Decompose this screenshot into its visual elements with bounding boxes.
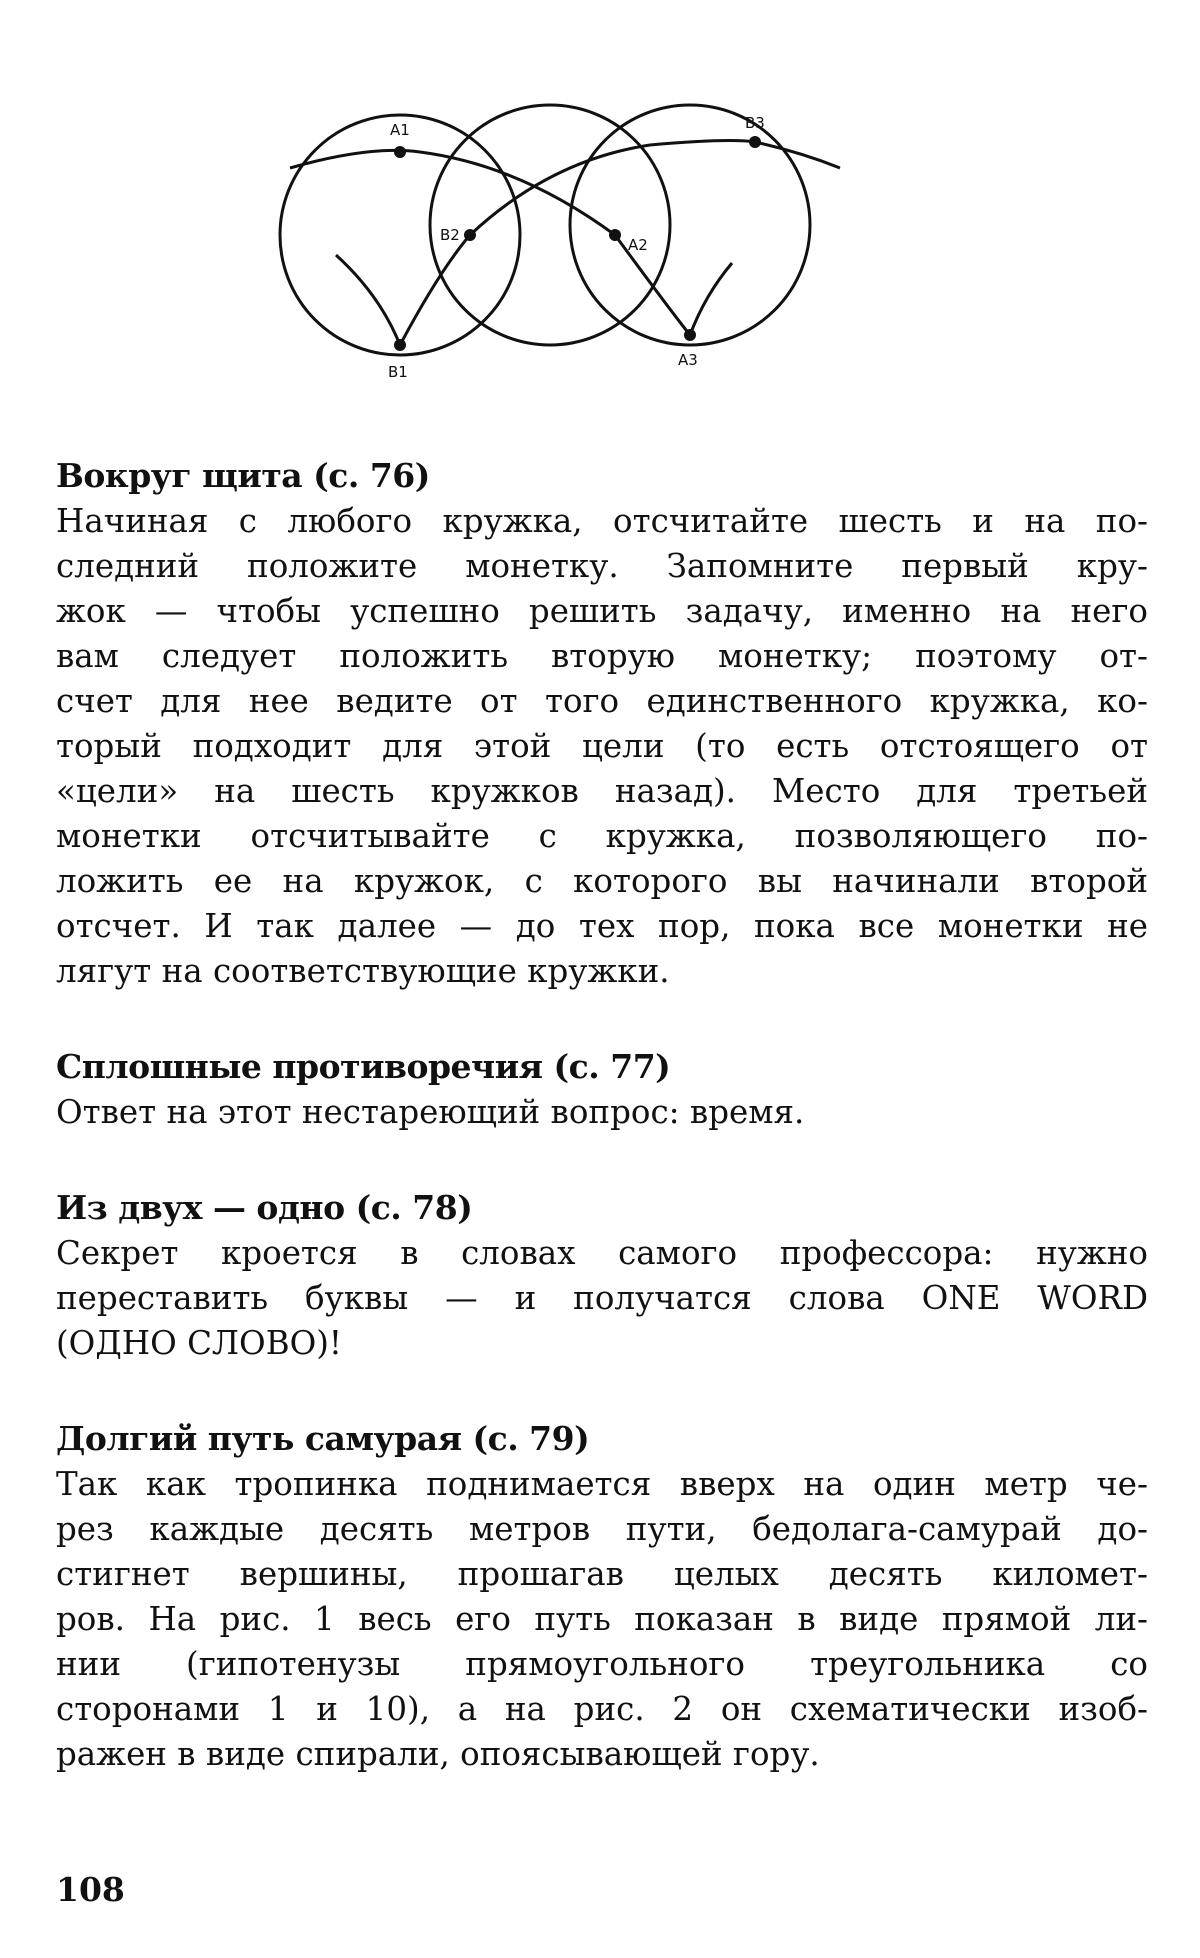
section-shield xyxy=(56,455,1148,994)
section-body xyxy=(56,1462,1148,1777)
text-line: лягут на соответствующие кружки. xyxy=(56,952,670,990)
label-b1: B1 xyxy=(388,363,408,381)
label-a1: A1 xyxy=(390,121,410,139)
text-line: вам следует положить вторую монетку; поэтому от- xyxy=(56,637,1148,675)
point-b1 xyxy=(394,339,406,351)
text-line: торый подходит для этой цели (то есть отстоящего от xyxy=(56,727,1148,765)
text-line: Ответ на этот нестареющий вопрос: время. xyxy=(56,1093,805,1131)
answers-content xyxy=(56,455,1148,1829)
point-a2 xyxy=(609,229,621,241)
label-a3: A3 xyxy=(678,351,698,369)
label-b3: B3 xyxy=(745,114,765,132)
text-line: ложить ее на кружок, с которого вы начинали второй xyxy=(56,862,1148,900)
section-body xyxy=(56,1090,1148,1135)
section-body xyxy=(56,499,1148,994)
section-heading: Из двух — одно (с. 78) xyxy=(56,1188,473,1227)
hook-left xyxy=(336,255,400,345)
section-heading: Сплошные противоречия (с. 77) xyxy=(56,1047,671,1086)
text-line: нии (гипотенузы прямоугольного треугольника со xyxy=(56,1645,1148,1683)
section-heading: Вокруг щита (с. 76) xyxy=(56,456,430,495)
text-line: сторонами 1 и 10), а на рис. 2 он схематически изоб- xyxy=(56,1690,1148,1728)
circle-middle xyxy=(430,105,670,345)
text-line: рез каждые десять метров пути, бедолага-самурай до- xyxy=(56,1510,1148,1548)
text-line: Секрет кроется в словах самого профессора: нужно xyxy=(56,1234,1148,1272)
text-line: ражен в виде спирали, опоясывающей гору. xyxy=(56,1735,820,1773)
text-line: счет для нее ведите от того единственного кружка, ко- xyxy=(56,682,1148,720)
point-a1 xyxy=(394,146,406,158)
circles-diagram xyxy=(250,50,950,390)
hook-right xyxy=(690,263,732,335)
section-samurai xyxy=(56,1418,1148,1777)
text-line: монетки отсчитывайте с кружка, позволяющего по- xyxy=(56,817,1148,855)
section-two-to-one xyxy=(56,1187,1148,1366)
section-body xyxy=(56,1231,1148,1366)
text-line: переставить буквы — и получатся слова ONE WORD xyxy=(56,1279,1148,1317)
circles-diagram-svg xyxy=(250,50,950,390)
text-line: следний положите монетку. Запомните первый кру- xyxy=(56,547,1148,585)
section-heading: Долгий путь самурая (с. 79) xyxy=(56,1419,590,1458)
label-a2: A2 xyxy=(628,236,648,254)
page-number: 108 xyxy=(56,1870,125,1909)
point-b2 xyxy=(464,229,476,241)
text-line: Начиная с любого кружка, отсчитайте шесть и на по- xyxy=(56,502,1148,540)
text-line: (ОДНО СЛОВО)! xyxy=(56,1324,342,1362)
text-line: ров. На рис. 1 весь его путь показан в виде прямой ли- xyxy=(56,1600,1148,1638)
section-contradictions xyxy=(56,1046,1148,1135)
label-b2: B2 xyxy=(440,226,460,244)
text-line: «цели» на шесть кружков назад). Место для третьей xyxy=(56,772,1148,810)
text-line: стигнет вершины, прошагав целых десять километ- xyxy=(56,1555,1148,1593)
point-b3 xyxy=(749,136,761,148)
text-line: отсчет. И так далее — до тех пор, пока все монетки не xyxy=(56,907,1148,945)
text-line: Так как тропинка поднимается вверх на один метр че- xyxy=(56,1465,1148,1503)
point-a3 xyxy=(684,329,696,341)
text-line: жок — чтобы успешно решить задачу, именно на него xyxy=(56,592,1148,630)
